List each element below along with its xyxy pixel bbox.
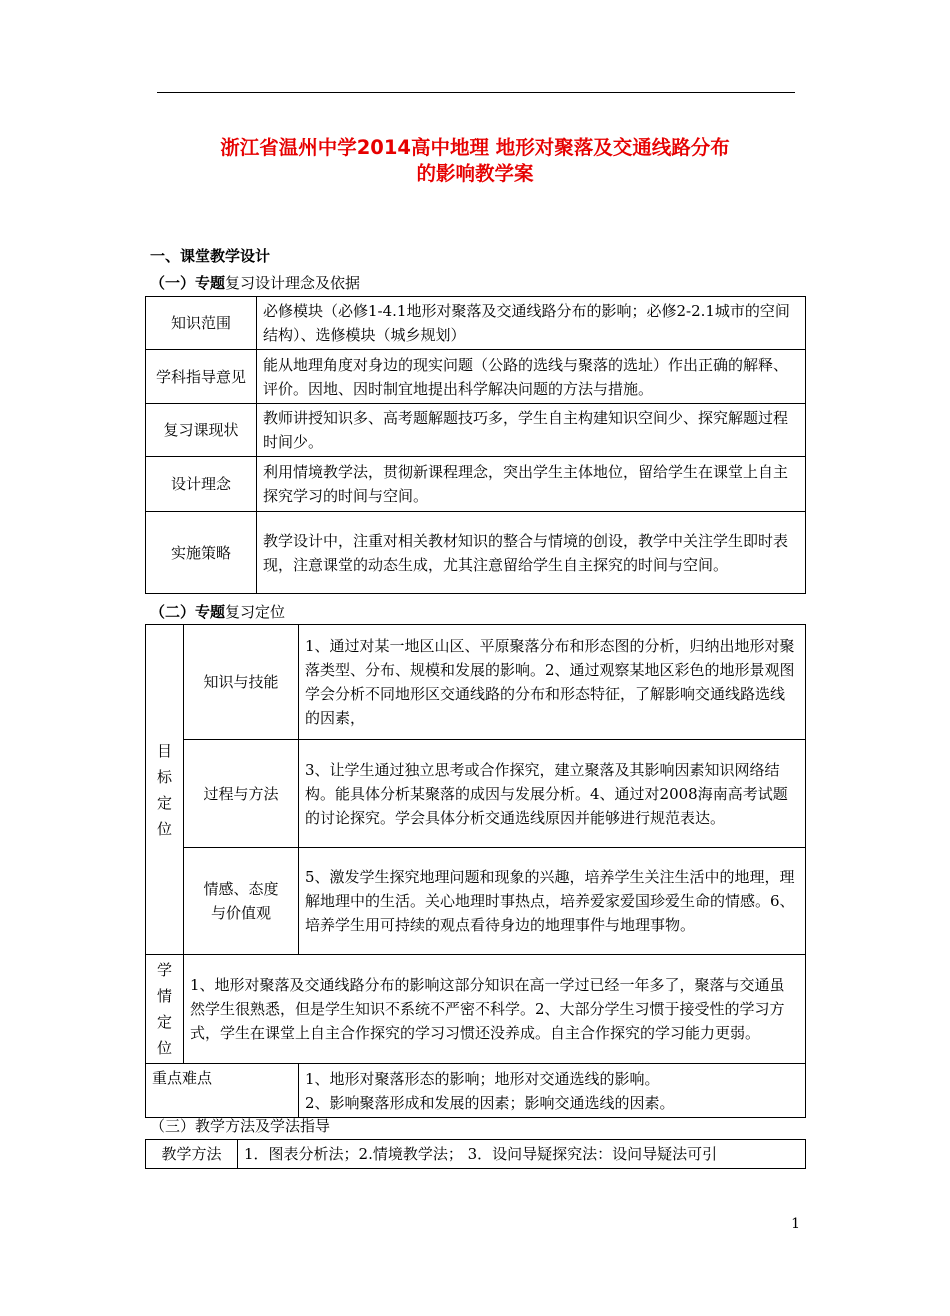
table-row xyxy=(146,512,806,594)
goal-label-attitude: 情感、态度与价值观 xyxy=(184,848,299,955)
table-row xyxy=(146,404,806,457)
table-row xyxy=(146,740,806,848)
goal-label-process: 过程与方法 xyxy=(184,740,299,848)
row-label: 知识范围 xyxy=(146,297,257,350)
row-text: 教师讲授知识多、高考题解题技巧多，学生自主构建知识空间少、探究解题过程时间少。 xyxy=(257,404,806,457)
key-line-1: 1、地形对聚落形态的影响；地形对交通选线的影响。 xyxy=(305,1069,660,1088)
method-text: 1．图表分析法；2.情境教学法； 3．设问导疑探究法：设问导疑法可引 xyxy=(238,1140,806,1169)
method-label: 教学方法 xyxy=(146,1140,238,1169)
student-text: 1、地形对聚落及交通线路分布的影响这部分知识在高一学过已经一年多了，聚落与交通虽然学生很熟悉，但是学生知识不系统不严密不科学。2、大部分学生习惯于接受性的学习方式，学生在课堂上自主合作探究的学习习惯还没养成。自主合作探究的学习能力更弱。 xyxy=(184,955,806,1064)
goal-text-process: 3、让学生通过独立思考或合作探究，建立聚落及其影响因素知识网络结构。能具体分析某聚落的成因与发展分析。4、通过对2008海南高考试题的讨论探究。学会具体分析交通选线原因并能够进行规范表达。 xyxy=(299,740,806,848)
row-label: 实施策略 xyxy=(146,512,257,594)
subheading-3: （三）教学方法及学法指导 xyxy=(150,1117,331,1135)
table-row xyxy=(146,848,806,955)
row-text: 教学设计中，注重对相关教材知识的整合与情境的创设，教学中关注学生即时表现，注意课堂的动态生成，尤其注意留给学生自主探究的时间与空间。 xyxy=(257,512,806,594)
goal-label: 目标定位 xyxy=(146,625,184,955)
subheading-2-rest: 复习定位 xyxy=(225,603,286,621)
table-row xyxy=(146,457,806,512)
table-row xyxy=(146,297,806,350)
row-label: 学科指导意见 xyxy=(146,350,257,404)
table-row xyxy=(146,1140,806,1169)
subheading-1 xyxy=(150,273,360,293)
title-line-2: 的影响教学案 xyxy=(416,162,534,185)
table-row xyxy=(146,955,806,1064)
goal-text-knowledge: 1、通过对某一地区山区、平原聚落分布和形态图的分析，归纳出地形对聚落类型、分布、规模和发展的影响。2、通过观察某地区彩色的地形景观图学会分析不同地形区交通线路的分布和形态特征，了解影响交通线路选线的因素， xyxy=(299,625,806,740)
method-table xyxy=(145,1139,806,1169)
goal-label-knowledge: 知识与技能 xyxy=(184,625,299,740)
key-text xyxy=(299,1064,806,1118)
key-line-2: 2、影响聚落形成和发展的因素；影响交通选线的因素。 xyxy=(305,1093,675,1112)
goal-text-attitude: 5、激发学生探究地理问题和现象的兴趣，培养学生关注生活中的地理，理解地理中的生活。关心地理时事热点，培养爱家爱国珍爱生命的情感。6、培养学生用可持续的观点看待身边的地理事件与地理事物。 xyxy=(299,848,806,955)
table-row xyxy=(146,350,806,404)
document-title xyxy=(150,135,800,187)
row-label: 复习课现状 xyxy=(146,404,257,457)
subheading-2-prefix: （二）专题 xyxy=(150,603,226,621)
page-number: 1 xyxy=(791,1216,800,1232)
subheading-1-prefix: （一）专题 xyxy=(150,274,226,292)
subheading-1-rest: 复习设计理念及依据 xyxy=(225,274,361,292)
section-heading-1: 一、课堂教学设计 xyxy=(150,247,271,265)
subheading-2 xyxy=(150,602,285,622)
row-text: 必修模块（必修1-4.1地形对聚落及交通线路分布的影响；必修2-2.1城市的空间结构）、选修模块（城乡规划） xyxy=(257,297,806,350)
row-text: 能从地理角度对身边的现实问题（公路的选线与聚落的选址）作出正确的解释、评价。因地、因时制宜地提出科学解决问题的方法与措施。 xyxy=(257,350,806,404)
design-table xyxy=(145,296,806,594)
student-label: 学情定位 xyxy=(146,955,184,1064)
positioning-table xyxy=(145,624,806,1118)
header-rule xyxy=(157,92,795,93)
title-line-1: 浙江省温州中学2014高中地理 地形对聚落及交通线路分布 xyxy=(220,136,730,159)
row-label: 设计理念 xyxy=(146,457,257,512)
key-label: 重点难点 xyxy=(146,1064,299,1118)
table-row xyxy=(146,625,806,740)
row-text: 利用情境教学法，贯彻新课程理念，突出学生主体地位，留给学生在课堂上自主探究学习的时间与空间。 xyxy=(257,457,806,512)
table-row xyxy=(146,1064,806,1118)
